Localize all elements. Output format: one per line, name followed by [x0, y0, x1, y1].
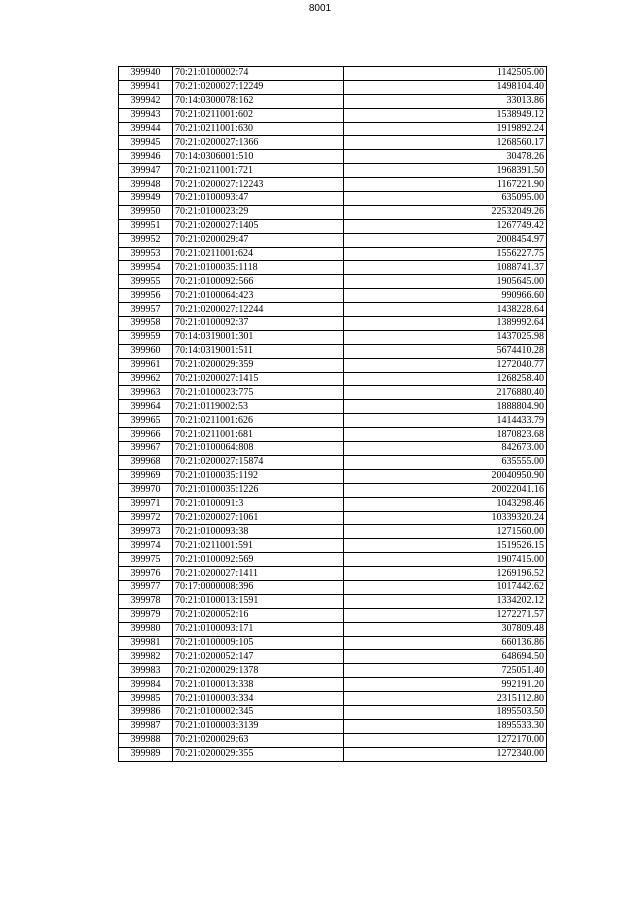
table-row — [119, 386, 547, 400]
table-row — [119, 192, 547, 206]
row-number-cell: 399973 — [119, 525, 173, 539]
value-cell: 660136.86 — [344, 636, 547, 650]
row-number-cell: 399956 — [119, 289, 173, 303]
cadastral-number-cell: 70:14:0319001:511 — [173, 344, 344, 358]
cadastral-number-cell: 70:14:0319001:301 — [173, 330, 344, 344]
table-row — [119, 553, 547, 567]
value-cell: 635095.00 — [344, 192, 547, 206]
cadastral-number-cell: 70:21:0100035:1118 — [173, 261, 344, 275]
table-row — [119, 636, 547, 650]
value-cell: 20022041.16 — [344, 483, 547, 497]
value-cell: 22532049.26 — [344, 205, 547, 219]
value-cell: 1498104.40 — [344, 80, 547, 94]
row-number-cell: 399966 — [119, 428, 173, 442]
cadastral-number-cell: 70:14:0300078:162 — [173, 94, 344, 108]
cadastral-number-cell: 70:21:0200027:1366 — [173, 136, 344, 150]
value-cell: 2176880.40 — [344, 386, 547, 400]
table-row — [119, 747, 547, 761]
value-cell: 1438228.64 — [344, 303, 547, 317]
row-number-cell: 399946 — [119, 150, 173, 164]
value-cell: 1919892.24 — [344, 122, 547, 136]
cadastral-number-cell: 70:21:0200027:1405 — [173, 219, 344, 233]
row-number-cell: 399945 — [119, 136, 173, 150]
row-number-cell: 399947 — [119, 164, 173, 178]
value-cell: 1043298.46 — [344, 497, 547, 511]
value-cell: 30478.26 — [344, 150, 547, 164]
cadastral-number-cell: 70:21:0100003:334 — [173, 692, 344, 706]
row-number-cell: 399963 — [119, 386, 173, 400]
table-row — [119, 303, 547, 317]
cadastral-number-cell: 70:21:0200029:63 — [173, 733, 344, 747]
value-cell: 1556227.75 — [344, 247, 547, 261]
value-cell: 1905645.00 — [344, 275, 547, 289]
row-number-cell: 399986 — [119, 705, 173, 719]
row-number-cell: 399969 — [119, 469, 173, 483]
cadastral-number-cell: 70:21:0100093:171 — [173, 622, 344, 636]
row-number-cell: 399985 — [119, 692, 173, 706]
value-cell: 2315112.80 — [344, 692, 547, 706]
row-number-cell: 399988 — [119, 733, 173, 747]
table-row — [119, 247, 547, 261]
table-row — [119, 344, 547, 358]
table-row — [119, 664, 547, 678]
value-cell: 307809.48 — [344, 622, 547, 636]
table-row — [119, 705, 547, 719]
row-number-cell: 399944 — [119, 122, 173, 136]
value-cell: 1142505.00 — [344, 67, 547, 81]
table-row — [119, 497, 547, 511]
page-number: 8001 — [308, 3, 332, 14]
cadastral-number-cell: 70:21:0200052:16 — [173, 608, 344, 622]
row-number-cell: 399979 — [119, 608, 173, 622]
table-row — [119, 733, 547, 747]
value-cell: 1437025.98 — [344, 330, 547, 344]
row-number-cell: 399964 — [119, 400, 173, 414]
cadastral-number-cell: 70:21:0211001:591 — [173, 539, 344, 553]
value-cell: 33013.86 — [344, 94, 547, 108]
value-cell: 1272271.57 — [344, 608, 547, 622]
table-row — [119, 567, 547, 581]
table-row — [119, 483, 547, 497]
row-number-cell: 399955 — [119, 275, 173, 289]
cadastral-number-cell: 70:21:0100093:47 — [173, 192, 344, 206]
cadastral-number-cell: 70:21:0200027:1061 — [173, 511, 344, 525]
cadastral-number-cell: 70:21:0211001:681 — [173, 428, 344, 442]
table-row — [119, 372, 547, 386]
table-row — [119, 317, 547, 331]
cadastral-number-cell: 70:21:0100092:566 — [173, 275, 344, 289]
row-number-cell: 399970 — [119, 483, 173, 497]
value-cell: 1895503.50 — [344, 705, 547, 719]
cadastral-number-cell: 70:21:0100093:38 — [173, 525, 344, 539]
row-number-cell: 399978 — [119, 594, 173, 608]
cadastral-number-cell: 70:21:0211001:602 — [173, 108, 344, 122]
cadastral-number-cell: 70:21:0200027:12244 — [173, 303, 344, 317]
cadastral-number-cell: 70:21:0200027:1411 — [173, 567, 344, 581]
cadastral-number-cell: 70:21:0100023:775 — [173, 386, 344, 400]
row-number-cell: 399968 — [119, 455, 173, 469]
row-number-cell: 399949 — [119, 192, 173, 206]
cadastral-number-cell: 70:21:0200052:147 — [173, 650, 344, 664]
row-number-cell: 399951 — [119, 219, 173, 233]
value-cell: 1538949.12 — [344, 108, 547, 122]
value-cell: 648694.50 — [344, 650, 547, 664]
value-cell: 1271560.00 — [344, 525, 547, 539]
table-row — [119, 539, 547, 553]
table-row — [119, 455, 547, 469]
row-number-cell: 399983 — [119, 664, 173, 678]
cadastral-number-cell: 70:21:0100035:1226 — [173, 483, 344, 497]
row-number-cell: 399971 — [119, 497, 173, 511]
cadastral-number-cell: 70:21:0100064:808 — [173, 442, 344, 456]
table-row — [119, 108, 547, 122]
table-row — [119, 261, 547, 275]
value-cell: 1870823.68 — [344, 428, 547, 442]
row-number-cell: 399980 — [119, 622, 173, 636]
row-number-cell: 399962 — [119, 372, 173, 386]
row-number-cell: 399954 — [119, 261, 173, 275]
cadastral-number-cell: 70:21:0100092:37 — [173, 317, 344, 331]
row-number-cell: 399989 — [119, 747, 173, 761]
table-row — [119, 136, 547, 150]
value-cell: 990966.60 — [344, 289, 547, 303]
row-number-cell: 399940 — [119, 67, 173, 81]
value-cell: 1267749.42 — [344, 219, 547, 233]
table-row — [119, 233, 547, 247]
value-cell: 2008454.97 — [344, 233, 547, 247]
cadastral-number-cell: 70:21:0100091:3 — [173, 497, 344, 511]
value-cell: 1272340.00 — [344, 747, 547, 761]
cadastral-number-cell: 70:21:0100002:74 — [173, 67, 344, 81]
cadastral-number-cell: 70:21:0119002:53 — [173, 400, 344, 414]
value-cell: 1888804.90 — [344, 400, 547, 414]
cadastral-number-cell: 70:21:0200029:1378 — [173, 664, 344, 678]
row-number-cell: 399977 — [119, 580, 173, 594]
row-number-cell: 399974 — [119, 539, 173, 553]
row-number-cell: 399967 — [119, 442, 173, 456]
value-cell: 20040950.90 — [344, 469, 547, 483]
table-row — [119, 442, 547, 456]
cadastral-number-cell: 70:21:0100002:345 — [173, 705, 344, 719]
cadastral-number-cell: 70:14:0306001:510 — [173, 150, 344, 164]
cadastral-number-cell: 70:21:0200027:12243 — [173, 178, 344, 192]
cadastral-number-cell: 70:21:0200029:355 — [173, 747, 344, 761]
table-row — [119, 650, 547, 664]
row-number-cell: 399975 — [119, 553, 173, 567]
value-cell: 1334202.12 — [344, 594, 547, 608]
row-number-cell: 399976 — [119, 567, 173, 581]
row-number-cell: 399953 — [119, 247, 173, 261]
cadastral-number-cell: 70:21:0211001:626 — [173, 414, 344, 428]
value-cell: 1895533.30 — [344, 719, 547, 733]
row-number-cell: 399965 — [119, 414, 173, 428]
table-row — [119, 94, 547, 108]
cadastral-number-cell: 70:21:0100064:423 — [173, 289, 344, 303]
row-number-cell: 399961 — [119, 358, 173, 372]
value-cell: 1268258.40 — [344, 372, 547, 386]
row-number-cell: 399959 — [119, 330, 173, 344]
table-row — [119, 67, 547, 81]
value-cell: 635555.00 — [344, 455, 547, 469]
value-cell: 1272170.00 — [344, 733, 547, 747]
table-row — [119, 678, 547, 692]
value-cell: 1272040.77 — [344, 358, 547, 372]
value-cell: 1268560.17 — [344, 136, 547, 150]
value-cell: 842673.00 — [344, 442, 547, 456]
table-row — [119, 469, 547, 483]
table-row — [119, 80, 547, 94]
table-row — [119, 358, 547, 372]
table-row — [119, 219, 547, 233]
value-cell: 1519526.15 — [344, 539, 547, 553]
table-row — [119, 719, 547, 733]
value-cell: 1389992.64 — [344, 317, 547, 331]
row-number-cell: 399942 — [119, 94, 173, 108]
cadastral-number-cell: 70:21:0100003:3139 — [173, 719, 344, 733]
row-number-cell: 399958 — [119, 317, 173, 331]
value-cell: 1907415.00 — [344, 553, 547, 567]
row-number-cell: 399981 — [119, 636, 173, 650]
value-cell: 1167221.90 — [344, 178, 547, 192]
table-row — [119, 205, 547, 219]
table-row — [119, 511, 547, 525]
row-number-cell: 399960 — [119, 344, 173, 358]
table-row — [119, 692, 547, 706]
cadastral-number-cell: 70:21:0100092:569 — [173, 553, 344, 567]
row-number-cell: 399952 — [119, 233, 173, 247]
value-cell: 992191.20 — [344, 678, 547, 692]
table-row — [119, 275, 547, 289]
table-row — [119, 122, 547, 136]
cadastral-number-cell: 70:21:0100013:338 — [173, 678, 344, 692]
cadastral-number-cell: 70:21:0211001:624 — [173, 247, 344, 261]
row-number-cell: 399948 — [119, 178, 173, 192]
table-row — [119, 289, 547, 303]
value-cell: 725051.40 — [344, 664, 547, 678]
cadastral-number-cell: 70:21:0200029:359 — [173, 358, 344, 372]
cadastral-number-cell: 70:21:0100035:1192 — [173, 469, 344, 483]
table-row — [119, 580, 547, 594]
table-row — [119, 428, 547, 442]
value-cell: 1414433.79 — [344, 414, 547, 428]
row-number-cell: 399984 — [119, 678, 173, 692]
cadastral-number-cell: 70:21:0100013:1591 — [173, 594, 344, 608]
value-cell: 1017442.62 — [344, 580, 547, 594]
cadastral-number-cell: 70:21:0100009:105 — [173, 636, 344, 650]
table-row — [119, 622, 547, 636]
value-cell: 1269196.52 — [344, 567, 547, 581]
cadastral-number-cell: 70:21:0211001:630 — [173, 122, 344, 136]
table-row — [119, 150, 547, 164]
value-cell: 10339320.24 — [344, 511, 547, 525]
row-number-cell: 399957 — [119, 303, 173, 317]
table-row — [119, 594, 547, 608]
row-number-cell: 399987 — [119, 719, 173, 733]
cadastral-number-cell: 70:21:0200029:47 — [173, 233, 344, 247]
cadastral-number-cell: 70:21:0211001:721 — [173, 164, 344, 178]
table-row — [119, 414, 547, 428]
value-cell: 5674410.28 — [344, 344, 547, 358]
value-cell: 1088741.37 — [344, 261, 547, 275]
row-number-cell: 399941 — [119, 80, 173, 94]
value-cell: 1968391.50 — [344, 164, 547, 178]
row-number-cell: 399982 — [119, 650, 173, 664]
cadastral-number-cell: 70:17:0000008:396 — [173, 580, 344, 594]
table-row — [119, 164, 547, 178]
table-row — [119, 525, 547, 539]
table-body — [119, 67, 547, 762]
table-row — [119, 330, 547, 344]
cadastral-number-cell: 70:21:0200027:15874 — [173, 455, 344, 469]
row-number-cell: 399943 — [119, 108, 173, 122]
row-number-cell: 399950 — [119, 205, 173, 219]
table-row — [119, 400, 547, 414]
cadastral-number-cell: 70:21:0200027:1415 — [173, 372, 344, 386]
table-row — [119, 178, 547, 192]
cadastral-value-table — [118, 66, 547, 762]
row-number-cell: 399972 — [119, 511, 173, 525]
cadastral-number-cell: 70:21:0100023:29 — [173, 205, 344, 219]
table-row — [119, 608, 547, 622]
cadastral-number-cell: 70:21:0200027:12249 — [173, 80, 344, 94]
